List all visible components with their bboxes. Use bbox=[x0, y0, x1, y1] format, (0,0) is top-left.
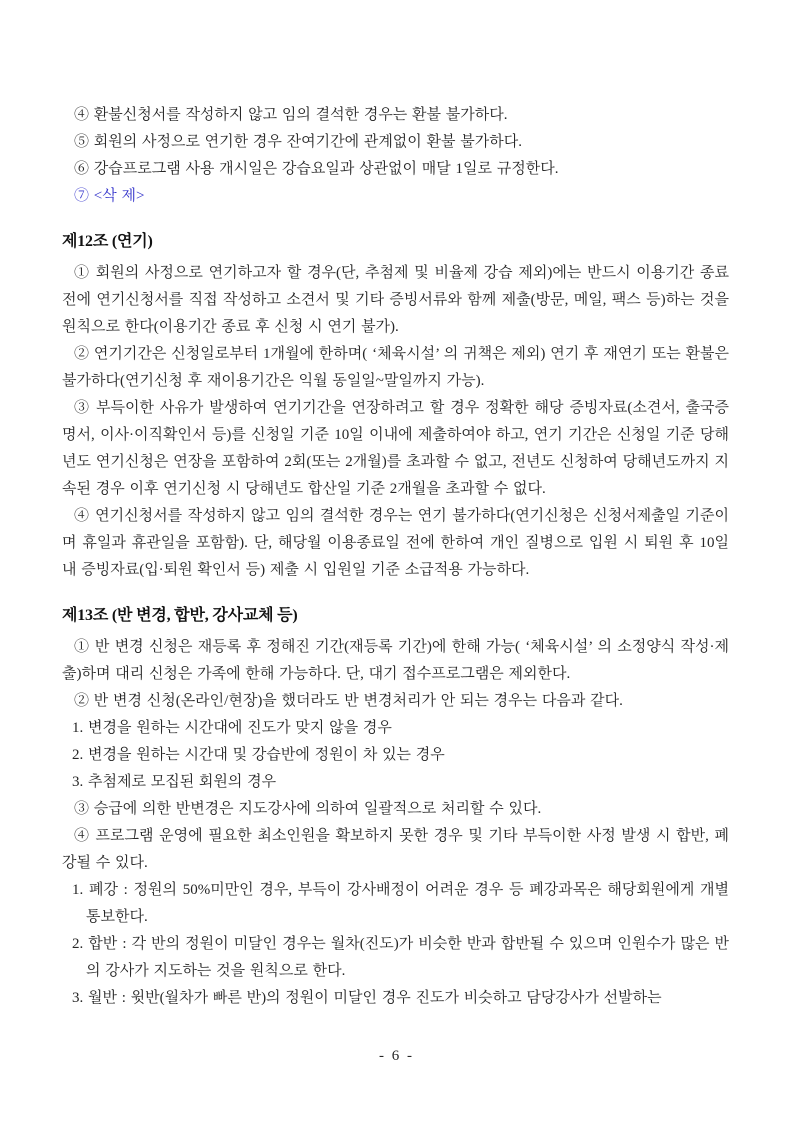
page-number: - 6 - bbox=[379, 1048, 414, 1064]
s12-clause-2: ② 연기기간은 신청일로부터 1개월에 한하며( ‘체육시설’ 의 귀책은 제외) 연기 후 재연기 또는 환불은 불가하다(연기신청 후 재이용기간은 익월 동일일~말일까지 가능). bbox=[62, 346, 729, 389]
s13-clause-1: ① 반 변경 신청은 재등록 후 정해진 기간(재등록 기간)에 한해 가능( ‘체육시설’ 의 소정양식 작성·제출)하며 대리 신청은 가족에 한해 가능하다. 단, 대기 접수프로그램은 제외한다. bbox=[62, 639, 729, 682]
s13-clause-4: ④ 프로그램 운영에 필요한 최소인원을 확보하지 못한 경우 및 기타 부득이한 사정 발생 시 합반, 폐강될 수 있다. bbox=[62, 828, 729, 871]
s13-clause-4-item-2: 2. 합반 : 각 반의 정원이 미달인 경우는 월차(진도)가 비슷한 반과 합반될 수 있으며 인원수가 많은 반의 강사가 지도하는 것을 원칙으로 한다. bbox=[72, 936, 729, 979]
section-12-heading: 제12조 (연기) bbox=[62, 233, 153, 250]
s13-clause-3: ③ 승급에 의한 반변경은 지도강사에 의하여 일괄적으로 처리할 수 있다. bbox=[74, 801, 542, 817]
s13-clause-2: ② 반 변경 신청(온라인/현장)을 했더라도 반 변경처리가 안 되는 경우는 다음과 같다. bbox=[74, 693, 623, 709]
s12-clause-4: ④ 연기신청서를 작성하지 않고 임의 결석한 경우는 연기 불가하다(연기신청은 신청서제출일 기준이며 휴일과 휴관일을 포함함). 단, 해당월 이용종료일 전에 한하여 개인 질병으로 입원 시 퇴원 후 10일 내 증빙자료(입·퇴원 확인서 등) 제출 시 입원일 기준 소급적용 가능하다. bbox=[62, 508, 729, 578]
s13-clause-2-item-3: 3. 추첨제로 모집된 회원의 경우 bbox=[72, 774, 277, 790]
s13-clause-2-item-1: 1. 변경을 원하는 시간대에 진도가 맞지 않을 경우 bbox=[72, 720, 392, 736]
section-13-heading: 제13조 (반 변경, 합반, 강사교체 등) bbox=[62, 607, 298, 624]
s13-clause-4-item-1: 1. 폐강 : 정원의 50%미만인 경우, 부득이 강사배정이 어려운 경우 등 폐강과목은 해당회원에게 개별 통보한다. bbox=[72, 882, 729, 925]
s12-clause-3: ③ 부득이한 사유가 발생하여 연기기간을 연장하려고 할 경우 정확한 해당 증빙자료(소견서, 출국증명서, 이사·이직확인서 등)를 신청일 기준 10일 이내에 제출하여야 하고, 연기 기간은 신청일 기준 당해년도 연기신청은 연장을 포함하여 2회(또는 2개월)를 초과할 수 없고, 전년도 신청하여 당해년도까지 지속된 경우 이후 연기신청 시 당해년도 합산일 기준 2개월을 초과할 수 없다. bbox=[62, 400, 729, 497]
s12-clause-1: ① 회원의 사정으로 연기하고자 할 경우(단, 추첨제 및 비율제 강습 제외)에는 반드시 이용기간 종료 전에 연기신청서를 직접 작성하고 소견서 및 기타 증빙서류와 함께 제출(방문, 메일, 팩스 등)하는 것을 원칙으로 한다(이용기간 종료 후 신청 시 연기 불가). bbox=[62, 265, 729, 335]
s13-clause-2-item-2: 2. 변경을 원하는 시간대 및 강습반에 정원이 차 있는 경우 bbox=[72, 747, 445, 763]
clause-refund-6: ⑥ 강습프로그램 사용 개시일은 강습요일과 상관없이 매달 1일로 규정한다. bbox=[74, 161, 559, 177]
s13-clause-4-item-3: 3. 월반 : 윗반(월차가 빠른 반)의 정원이 미달인 경우 진도가 비슷하고 담당강사가 선발하는 bbox=[72, 990, 662, 1006]
clause-refund-5: ⑤ 회원의 사정으로 연기한 경우 잔여기간에 관계없이 환불 불가하다. bbox=[74, 134, 522, 150]
clause-refund-4: ④ 환불신청서를 작성하지 않고 임의 결석한 경우는 환불 불가하다. bbox=[74, 107, 508, 123]
clause-refund-7-deleted: ⑦ <삭 제> bbox=[74, 188, 145, 204]
